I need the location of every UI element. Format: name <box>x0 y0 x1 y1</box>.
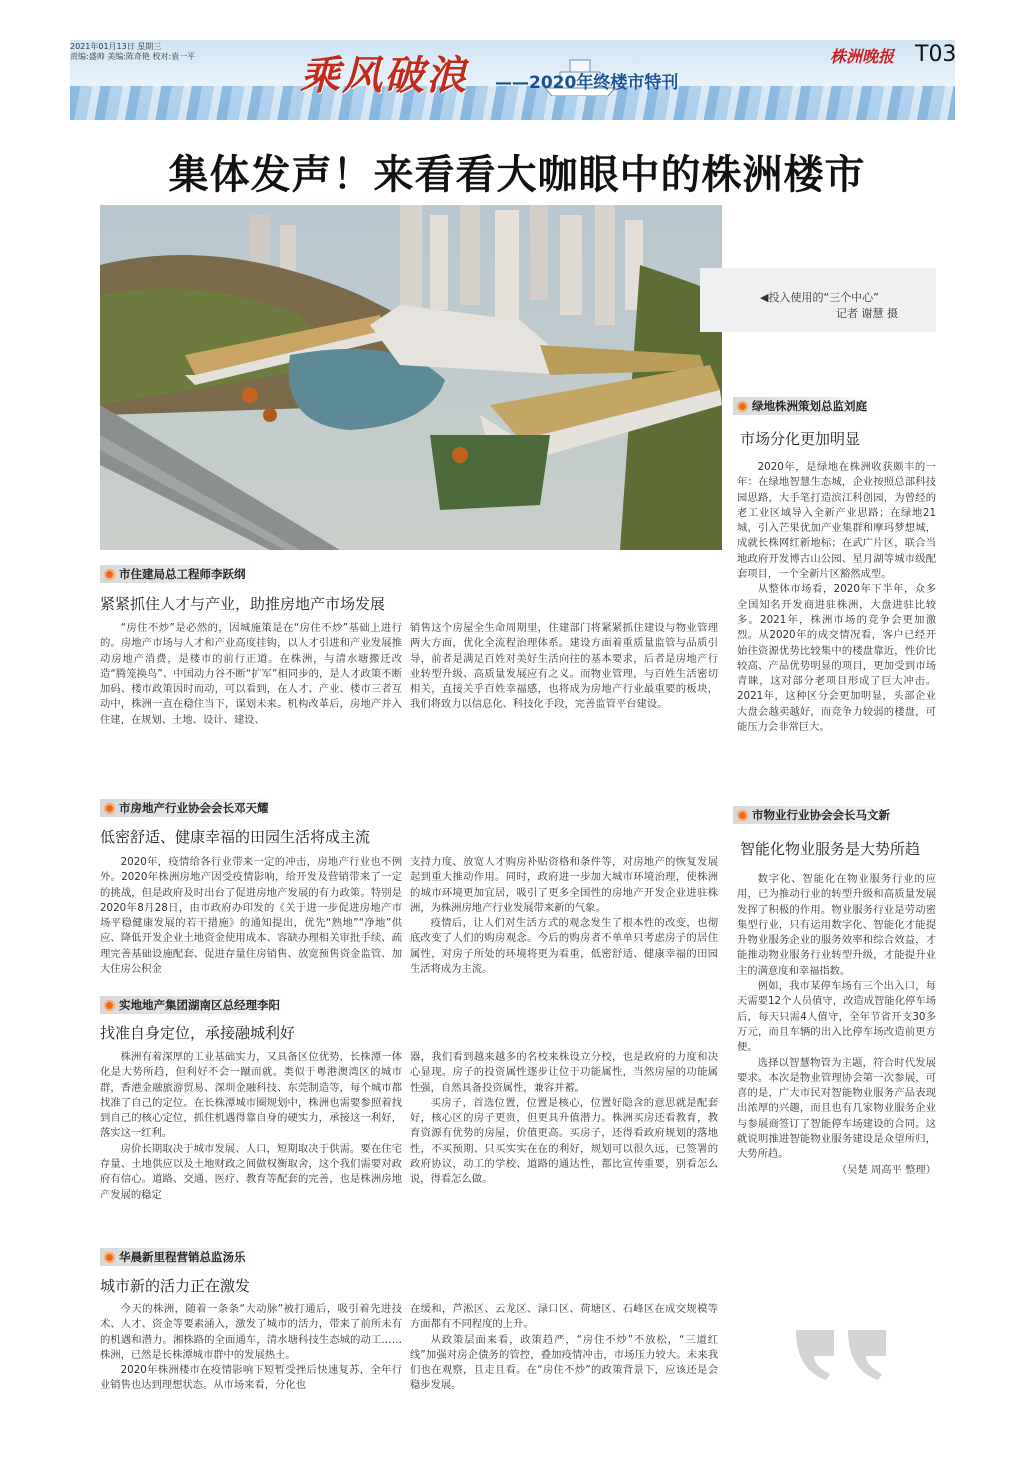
photo-caption: ◀投入使用的“三个中心” <box>760 291 879 304</box>
section-4-col-1 <box>100 1302 402 1394</box>
speaker-title: 华晨新里程营销总监汤乐 <box>119 1250 246 1264</box>
special-issue-title: ——2020年终楼市特刊 <box>495 73 679 93</box>
paragraph: 今天的株洲，随着一条条“大动脉”被打通后，吸引着先进技术、人才、资金等要素涌入，激发了城市的活力，带来了前所未有的机遇和潜力。湘株路的全面通车，清水塘科技生态城的动工……株洲，已然是长株潭城市群中的发展热土。 <box>100 1303 402 1361</box>
section-brand: 乘风破浪 <box>300 52 468 99</box>
newspaper-logo: 株洲晚报 <box>830 47 895 66</box>
paragraph: “房住不炒”是必然的，因城施策是在“房住不炒”基础上进行的。房地产市场与人才和产业高度挂钩，以人才引进和产业发展推动房地产消费，是楼市的前行正道。在株洲，与清水塘搬迁改造“腾笼换鸟”、中国动力谷不断“扩军”相同步的，是人才政策不断加码、楼市政策因时而动，可以看到，在人才、产业、楼市三者互动中，株洲一直在稳住当下，谋划未来。机构改革后，房地产并入住建，在规划、土地、设计、建设、 <box>100 622 402 726</box>
quotation-mark-icon <box>786 1320 906 1390</box>
section-2-col-2 <box>410 855 718 977</box>
paragraph: 从政策层面来看，政策趋严，“房住不炒”不放松，“三道红线”加强对房企债务的管控，叠加疫情冲击，市场压力较大。未来我们也在观察，且走且看。在“房住不炒”的政策背景下，应该还是会稳步发展。 <box>410 1333 718 1392</box>
section-header-6 <box>733 806 898 824</box>
paragraph: 选择以智慧物管为主题，符合时代发展要求。本次是物业管理协会第一次参展，可喜的是，广大市民对智能物业服务产品表现出浓厚的兴趣，而且也有几家物业服务企业与参展商签订了智能停车场建设的合同。这就说明推进智能物业服务建设是众望所归，大势所趋。 <box>737 1056 936 1161</box>
paragraph: 销售这个房屋全生命周期里，住建部门将紧紧抓住建设与物业管理两大方面，优化全流程治理体系。建设方面着重质量监管与品质引导，前者是满足百姓对美好生活向往的基本要求，后者是房地产行业转型升级、高质量发展应有之义。而物业管理，与百姓生活密切相关，直接关乎百姓幸福感，也将成为房地产行业最重要的板块，我们将致力以信息化、科技化手段，完善监管平台建设。 <box>410 622 718 711</box>
paragraph: 在缓和，芦淞区、云龙区、渌口区、荷塘区、石峰区在成交规模等方面都有不同程度的上升。 <box>410 1303 718 1331</box>
paragraph: 器，我们看到越来越多的名校来株设立分校，也是政府的力度和决心显现。房子的投资属性逐步让位于功能属性，当然房屋的功能属性强，自然具备投资属性，兼容并蓄。 <box>410 1051 718 1094</box>
section-subtitle-1: 紧紧抓住人才与产业，助推房地产市场发展 <box>100 595 386 613</box>
editor-credits: 责编:盛帅 美编:陈奇艳 校对:袁一平 <box>70 52 196 61</box>
compiler-credit: （吴楚 周高平 整理） <box>836 1163 936 1176</box>
section-6-col-1 <box>737 872 936 1178</box>
bullet-dot-icon <box>737 401 748 412</box>
paragraph: 买房子，首选位置，位置是核心，位置好隐含的意思就是配套好，核心区的房子更贵，但更具升值潜力。株洲买房还看教育，教育资源有优势的房屋，价值更高。买房子，还得看政府规划的落地性，不买预期、只买实实在在的利好，规划可以很久远，已签署的政府协议，动工的学校、道路的通达性，都比宣传重要，别看怎么说，得看怎么做。 <box>410 1096 718 1186</box>
paragraph: 2020年，疫情给各行业带来一定的冲击，房地产行业也不例外。2020年株洲房地产因受疫情影响，给开发及营销带来了一定的挑战，但是政府及时出台了促进房地产发展的有力政策。特别是2020年8月28日，由市政府办印发的《关于进一步促进房地产市场平稳健康发展的若干措施》的通知提出，优先“熟地”“净地”供应、降低开发企业土地资金使用成本、容缺办理相关审批手续、疏理完善基础设施配套、促进存量住房销售、放宽预售资金监管、加大住房公积金 <box>100 856 402 976</box>
photo-credit: 记者 谢慧 摄 <box>836 307 898 320</box>
paragraph: 数字化、智能化在物业服务行业的应用，已为推动行业的转型升级和高质量发展发挥了积极的作用。物业服务行业是劳动密集型行业，只有运用数字化、智能化才能提升物业服务企业的服务效率和综合效益，才能推动物业服务行业转型升级，才能提升业主的满意度和幸福指数。 <box>737 873 936 977</box>
bullet-dot-icon <box>104 1252 115 1263</box>
paragraph: 支持力度、放宽人才购房补贴资格和条件等，对房地产的恢复发展起到重大推动作用。同时，政府进一步加大城市环境治理，使株洲的城市环境更加宜居，吸引了更多全国性的房地产开发企业进驻株洲，为株洲房地产行业发展带来新的气象。 <box>410 856 718 914</box>
section-subtitle-4: 城市新的活力正在激发 <box>100 1277 251 1295</box>
section-header-5 <box>733 397 875 415</box>
bullet-dot-icon <box>737 810 748 821</box>
paragraph: 例如，我市某停车场有三个出入口，每天需要12个人员值守，改造成智能化停车场后，每天只需4人值守，全年节省开支30多万元，而且车辆的出入比停车场改造前更方便。 <box>737 980 936 1054</box>
speaker-title: 市住建局总工程师李跃纲 <box>119 567 246 581</box>
section-header-2 <box>100 799 277 817</box>
section-header-4 <box>100 1248 254 1266</box>
paragraph: 从整体市场看，2020年下半年，众多全国知名开发商进驻株洲，大盘进驻比较多。2021年，株洲市场的竞争会更加激烈。从2020年的成交情况看，客户已经开始往资源优势比较集中的楼盘靠近，性价比较高、产品优势明显的项目，更加受到市场青睐，这对部分老项目形成了巨大冲击。2021年，这种区分会更加明显，头部企业大盘会越卖越好，而竞争力较弱的楼盘，可能压力会非常巨大。 <box>737 583 936 734</box>
section-subtitle-6: 智能化物业服务是大势所趋 <box>740 840 921 858</box>
paragraph: 株洲有着深厚的工业基础实力，又具备区位优势，长株潭一体化是大势所趋，但利好不会一蹴而就。类似于粤港澳湾区的城市群，香港金融旅游贸易、深圳金融科技、东莞制造等，每个城市都找准了自己的定位。在长株潭城市圈规划中，株洲也需要参照着找到自己的核心定位，抓住机遇得靠自身的硬实力，承接这一利好，落实这一红利。 <box>100 1051 402 1140</box>
section-5-col-1 <box>737 460 936 735</box>
section-3-col-2 <box>410 1050 718 1188</box>
section-subtitle-2: 低密舒适、健康幸福的田园生活将成主流 <box>100 828 371 846</box>
page-meta <box>70 42 290 62</box>
bullet-dot-icon <box>104 569 115 580</box>
section-3-col-1 <box>100 1050 402 1203</box>
section-1-col-1 <box>100 621 402 728</box>
speaker-title: 市房地产行业协会会长邓天耀 <box>119 801 269 815</box>
bullet-dot-icon <box>104 803 115 814</box>
bullet-dot-icon <box>104 1000 115 1011</box>
section-header-1 <box>100 565 254 583</box>
paragraph: 疫情后，让人们对生活方式的观念发生了根本性的改变，也彻底改变了人们的购房观念。今后的购房者不单单只考虑房子的居住属性，对房子所处的环境将更为看重，低密舒适、健康幸福的田园生活将成为主流。 <box>410 917 718 976</box>
issue-date: 2021年01月13日 星期三 <box>70 42 162 51</box>
section-2-col-1 <box>100 855 402 977</box>
aerial-photo-illustration <box>100 205 722 550</box>
paragraph: 2020年株洲楼市在疫情影响下短暂受挫后快速复苏，全年行业销售也达到理想状态。从市场来看，分化也 <box>100 1364 402 1392</box>
section-1-col-2 <box>410 621 718 713</box>
aerial-photo <box>100 205 722 550</box>
section-subtitle-3: 找准自身定位，承接融城利好 <box>100 1024 296 1042</box>
paragraph: 房价长期取决于城市发展、人口，短期取决于供需。要在住宅存量、土地供应以及土地财政之间做权衡取舍，这个我们需要对政府有信心。道路、交通、医疗、教育等配套的完善，也是株洲房地产发展的稳定 <box>100 1142 402 1201</box>
speaker-title: 绿地株洲策划总监刘庭 <box>752 399 867 413</box>
speaker-title: 实地地产集团湖南区总经理李阳 <box>119 998 280 1012</box>
section-subtitle-5: 市场分化更加明显 <box>740 430 861 448</box>
section-header-3 <box>100 996 288 1014</box>
section-4-col-2 <box>410 1302 718 1394</box>
speaker-title: 市物业行业协会会长马文新 <box>752 808 890 822</box>
paragraph: 2020年，是绿地在株洲收获颇丰的一年：在绿地智慧生态城，企业按照总部科技园思路，大手笔打造滨江科创园，为曾经的老工业区域导入全新产业思路；在绿地21城，引入芒果优加产业集群和摩玛梦想城，成就长株网红新地标；在武广片区，联合当地政府开发博古山公园、星月湖等城市级配套项目，一个全新片区豁然成型。 <box>737 461 936 581</box>
page-headline: 集体发声！来看看大咖眼中的株洲楼市 <box>168 152 866 198</box>
page-number: T03 <box>915 42 957 67</box>
